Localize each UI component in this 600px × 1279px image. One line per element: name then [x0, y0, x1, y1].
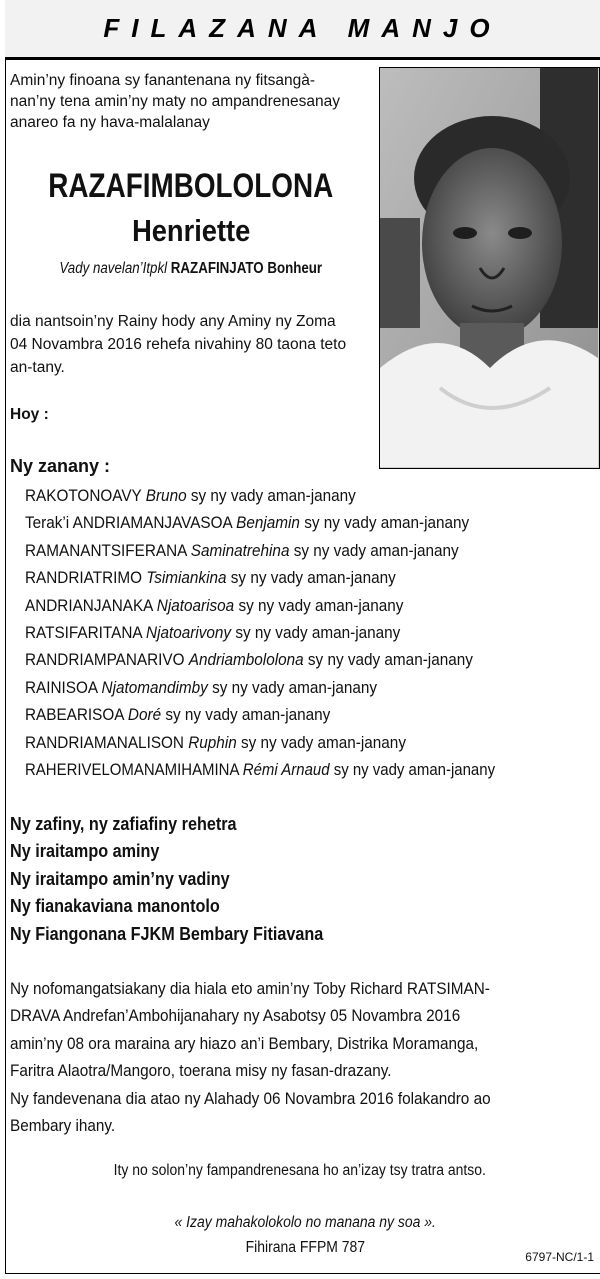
notice-line: [10, 1057, 600, 1084]
group-text: Ny zafiny, ny zafiafiny rehetra: [10, 814, 237, 834]
child-suffix: sy ny vady aman-janany: [304, 513, 470, 533]
child-suffix: sy ny vady aman-janany: [212, 677, 378, 697]
notice-line-text: DRAVA Andrefan’Ambohijanahary ny Asabotsy 05 Novambra 2016: [10, 1006, 461, 1026]
group-text: Ny fianakaviana manontolo: [10, 896, 220, 917]
child-row: [25, 564, 396, 591]
children-title: Ny zanany :: [10, 456, 111, 476]
list-item: [25, 729, 600, 756]
child-suffix: sy ny vady aman-janany: [165, 705, 331, 725]
child-row: [25, 482, 356, 509]
child-row: [25, 646, 473, 673]
child-row: [25, 729, 406, 756]
child-given-name: Njatoarisoa: [156, 595, 235, 615]
header-title: FILAZANA MANJO: [103, 13, 502, 43]
spouse-line: [10, 258, 372, 280]
death-line: an-tany.: [10, 359, 65, 376]
child-given-name: Bruno: [145, 486, 187, 505]
notice-line-text: Ny nofomangatsiakany dia hiala eto amin’ny Toby Richard RATSIMAN-: [10, 979, 490, 998]
quote-text: « Izay mahakolokolo no manana ny soa ».: [174, 1214, 436, 1231]
child-row: [25, 619, 400, 646]
child-surname: RAMANANTSIFERANA: [25, 540, 187, 560]
child-given-name: Benjamin: [236, 513, 300, 533]
list-item: [25, 756, 600, 783]
deceased-surname-text: RAZAFIMBOLOLONA: [48, 167, 334, 205]
child-row: [25, 537, 459, 564]
closing-text: Ity no solon’ny fampandrenesana ho an’izay tsy tratra antso.: [113, 1162, 487, 1179]
intro-line: nan’ny tena amin’ny maty no ampandrenesanay: [10, 93, 341, 110]
notice-line: [10, 975, 600, 1002]
child-suffix: sy ny vady aman-janany: [238, 595, 404, 615]
child-suffix: sy ny vady aman-janany: [307, 650, 473, 670]
deceased-surname: [10, 166, 372, 206]
child-surname: RABEARISOA: [25, 705, 124, 725]
list-item: [25, 674, 600, 701]
list-item: [10, 921, 595, 948]
ad-reference-code: 6797-NC/1-1: [525, 1250, 594, 1264]
death-paragraph: [10, 310, 380, 379]
group-text: Ny iraitampo amin’ny vadiny: [10, 868, 230, 889]
spouse-name: RAZAFINJATO Bonheur: [171, 260, 323, 277]
notice-line: [10, 1002, 600, 1029]
child-surname: RATSIFARITANA: [25, 623, 142, 643]
child-surname: RANDRIATRIMO: [25, 568, 143, 588]
funeral-notice-paragraph: [10, 975, 600, 1139]
child-given-name: Njatomandimby: [101, 677, 208, 697]
hymn-text: Fihirana FFPM 787: [245, 1239, 365, 1256]
list-item: [25, 564, 600, 591]
child-suffix: sy ny vady aman-janany: [235, 623, 401, 643]
hoy-label: Hoy :: [10, 406, 49, 423]
portrait-illustration: [380, 68, 598, 467]
list-item: [10, 866, 595, 893]
deceased-first-name: [10, 212, 372, 250]
header-banner: [5, 0, 600, 60]
child-row: [25, 592, 403, 619]
child-suffix: sy ny vady aman-janany: [333, 760, 496, 780]
child-given-name: Rémi Arnaud: [242, 760, 330, 780]
deceased-first-name-text: Henriette: [131, 213, 251, 248]
intro-line: anareo fa ny hava-malalanay: [10, 114, 210, 131]
list-item: [10, 893, 595, 920]
spouse-line-inner: [60, 258, 323, 280]
scripture-quote: [5, 1214, 600, 1232]
hymn-reference: [5, 1239, 600, 1257]
child-given-name: Ruphin: [188, 732, 237, 752]
portrait-photo: [379, 67, 600, 469]
list-item: [25, 619, 600, 646]
child-row: [25, 509, 469, 536]
child-surname: Terak’i ANDRIAMANJAVASOA: [25, 513, 232, 533]
notice-line: [10, 1030, 600, 1057]
list-item: [25, 482, 600, 509]
list-item: [25, 509, 600, 536]
child-given-name: Njatoarivony: [146, 623, 232, 643]
spouse-prefix: Vady navelan’Itpkl: [59, 260, 168, 277]
notice-line-text: Bembary ihany.: [10, 1116, 116, 1136]
intro-line: Amin’ny finoana sy fanantenana ny fitsangà-: [10, 72, 316, 89]
child-surname: RANDRIAMPANARIVO: [25, 650, 185, 670]
child-suffix: sy ny vady aman-janany: [190, 486, 356, 505]
list-item: [25, 701, 600, 728]
death-line: dia nantsoin’ny Rainy hody any Aminy ny Zoma: [10, 313, 336, 330]
child-surname: RANDRIAMANALISON: [25, 732, 184, 752]
notice-line: [10, 1112, 600, 1139]
child-suffix: sy ny vady aman-janany: [240, 732, 406, 752]
notice-line: [10, 1085, 600, 1112]
list-item: [10, 811, 595, 838]
list-item: [25, 646, 600, 673]
child-row: [25, 701, 330, 728]
child-row: [25, 756, 495, 783]
child-given-name: Tsimiankina: [146, 568, 227, 588]
notice-line-text: amin’ny 08 ora maraina ary hiazo an’i Bembary, Distrika Moramanga,: [10, 1033, 479, 1053]
list-item: [25, 537, 600, 564]
group-text: Ny iraitampo aminy: [10, 841, 160, 862]
child-surname: RAKOTONOAVY: [25, 486, 142, 505]
list-item: [10, 838, 595, 865]
child-given-name: Doré: [127, 705, 162, 725]
notice-line-text: Ny fandevenana dia atao ny Alahady 06 Novambra 2016 folakandro ao: [10, 1088, 491, 1108]
child-given-name: Andriambololona: [188, 650, 304, 670]
notice-line-text: Faritra Alaotra/Mangoro, toerana misy ny fasan-drazany.: [10, 1061, 392, 1081]
group-text: Ny Fiangonana FJKM Bembary Fitiavana: [10, 923, 324, 944]
intro-paragraph: [10, 70, 380, 133]
child-row: [25, 674, 377, 701]
children-list: [25, 482, 600, 783]
closing-statement: [5, 1162, 595, 1180]
child-surname: RAHERIVELOMANAMIHAMINA: [25, 760, 239, 780]
child-suffix: sy ny vady aman-janany: [293, 540, 459, 560]
list-item: [25, 592, 600, 619]
family-groups-list: [10, 811, 595, 948]
child-surname: ANDRIANJANAKA: [25, 595, 153, 615]
death-line: 04 Novambra 2016 rehefa nivahiny 80 taona teto: [10, 336, 347, 353]
child-suffix: sy ny vady aman-janany: [230, 568, 396, 588]
child-surname: RAINISOA: [25, 677, 98, 697]
child-given-name: Saminatrehina: [190, 540, 290, 560]
